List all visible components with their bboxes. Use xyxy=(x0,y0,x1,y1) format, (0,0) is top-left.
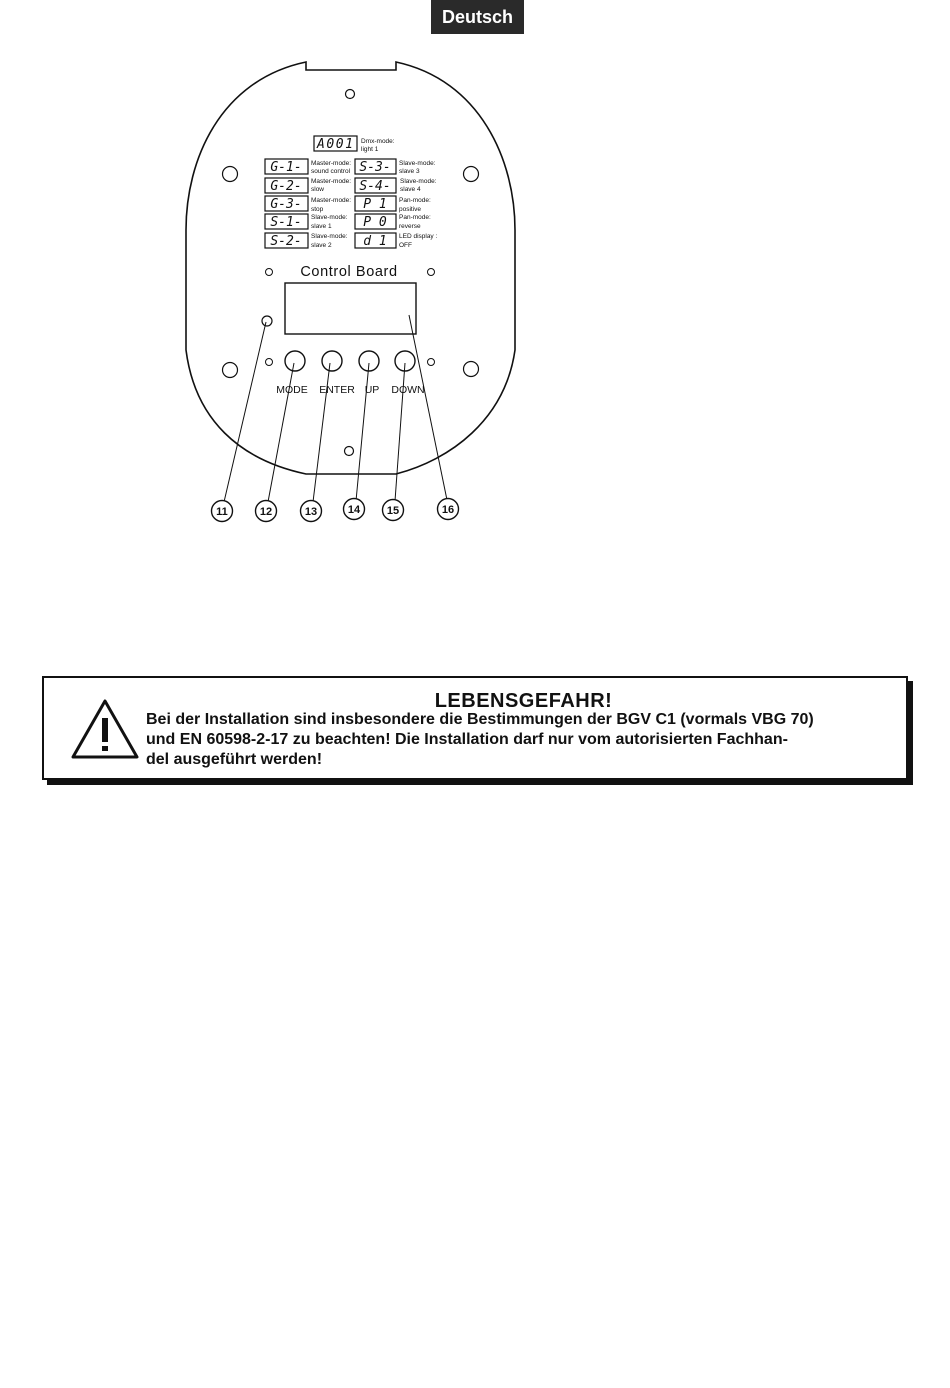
display-code: G-1- xyxy=(270,160,302,175)
mount-hole-right-top xyxy=(464,167,479,182)
display-label-center-2: light 1 xyxy=(361,146,379,153)
display-label: LED display : xyxy=(399,233,438,240)
screw-left-buttons xyxy=(266,359,273,366)
callout-11: 11 xyxy=(216,506,228,518)
control-board-diagram xyxy=(0,0,950,560)
warning-title: LEBENSGEFAHR! xyxy=(434,690,613,712)
display-code: P 0 xyxy=(363,215,387,230)
display-label: Slave-mode: xyxy=(311,214,348,221)
warning-line: und EN 60598-2-17 zu beachten! Die Installation darf nur vom autorisierten Fachhan- xyxy=(146,731,788,748)
display-label: Slave-mode: xyxy=(311,233,348,240)
display-label: slave 1 xyxy=(311,223,332,230)
language-tab: Deutsch xyxy=(431,0,524,34)
led-indicator xyxy=(262,316,272,326)
display-label: Master-mode: xyxy=(311,178,352,185)
mount-hole-left-top xyxy=(223,167,238,182)
mount-hole-left-bottom xyxy=(223,363,238,378)
display-label: slave 3 xyxy=(399,168,420,175)
mount-hole-bottom xyxy=(345,447,354,456)
down-button-label: DOWN xyxy=(391,384,425,396)
display-label: slow xyxy=(311,186,325,193)
callout-15: 15 xyxy=(386,505,400,517)
display-code: P 1 xyxy=(363,197,387,212)
screw-right-title xyxy=(428,269,435,276)
display-code: S-2- xyxy=(270,234,302,249)
display-code: S-1- xyxy=(270,215,302,230)
display-code: S-3- xyxy=(359,160,391,175)
display-label-center-1: Dmx-mode: xyxy=(361,138,395,145)
display-label: OFF xyxy=(399,242,412,249)
callouts xyxy=(212,499,459,522)
mount-hole-right-bottom xyxy=(464,362,479,377)
screw-right-buttons xyxy=(428,359,435,366)
display-code: G-3- xyxy=(270,197,302,212)
display-code: d 1 xyxy=(363,234,387,249)
display-label: Slave-mode: xyxy=(400,178,437,185)
display-label: sound control xyxy=(311,168,351,175)
enter-button-label: ENTER xyxy=(319,384,355,396)
callout-14: 14 xyxy=(347,504,361,516)
display-label: reverse xyxy=(399,223,421,230)
display-label: Master-mode: xyxy=(311,160,352,167)
display-code: S-4- xyxy=(359,179,391,194)
display-code-center: A001 xyxy=(317,137,353,152)
mount-hole-top xyxy=(346,90,355,99)
left-display-column xyxy=(265,159,351,249)
board-title: Control Board xyxy=(300,264,398,280)
display-label: Pan-mode: xyxy=(399,214,431,221)
display-label: positive xyxy=(399,206,422,213)
display-label: Slave-mode: xyxy=(399,160,436,167)
callout-13: 13 xyxy=(304,506,318,518)
right-display-column xyxy=(355,159,437,249)
display-label: slave 4 xyxy=(400,186,421,193)
warning-text xyxy=(146,710,896,770)
callout-16: 16 xyxy=(441,504,455,516)
callout-12: 12 xyxy=(259,506,273,518)
display-label: Pan-mode: xyxy=(399,197,431,204)
enter-button xyxy=(322,351,342,371)
display-code: G-2- xyxy=(270,179,302,194)
display-label: stop xyxy=(311,206,324,213)
warning-box xyxy=(42,676,908,780)
screw-left-title xyxy=(266,269,273,276)
warning-line: Bei der Installation sind insbesondere die Bestimmungen der BGV C1 (vormals VBG 70) xyxy=(146,711,814,728)
up-button-label: UP xyxy=(364,384,380,396)
mode-button-label: MODE xyxy=(276,384,308,396)
display-label: Master-mode: xyxy=(311,197,352,204)
mode-button xyxy=(285,351,305,371)
display-label: slave 2 xyxy=(311,242,332,249)
warning-line: del ausgeführt werden! xyxy=(146,751,323,768)
lcd-display xyxy=(285,283,416,334)
